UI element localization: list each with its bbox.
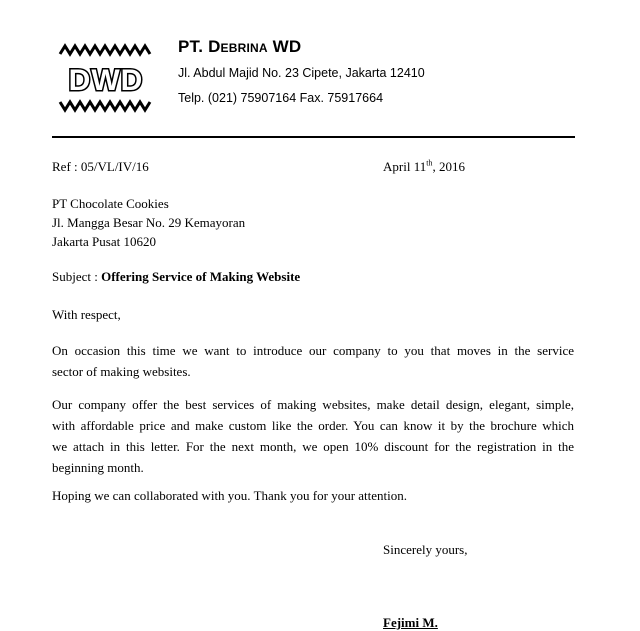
paragraph-line: On occasion this time we want to introduce our company to you that moves in the service — [52, 343, 574, 358]
company-address: Jl. Abdul Majid No. 23 Cipete, Jakarta 12410 — [178, 66, 425, 80]
paragraph-line: Our company offer the best services of making websites, make detail design, elegant, simple, — [52, 397, 574, 412]
date-month-day: April 11 — [383, 159, 427, 174]
closing-line: Hoping we can collaborated with you. Thank you for your attention. — [52, 488, 408, 503]
letterhead-divider — [52, 136, 575, 138]
subject-text: Offering Service of Making Website — [101, 269, 301, 284]
logo-text: DWD — [68, 64, 144, 97]
greeting: With respect, — [52, 307, 121, 322]
signer-name: Fejimi M. — [383, 615, 438, 630]
paragraph-line: we attach in this letter. For the next month, we open 10% discount for the registration in the — [52, 439, 574, 454]
sign-off: Sincerely yours, — [383, 542, 468, 557]
paragraph-line: beginning month. — [52, 460, 144, 475]
paragraph-intro — [52, 340, 574, 382]
paragraph-line: sector of making websites. — [52, 364, 191, 379]
subject-line — [52, 268, 300, 285]
recipient-name: PT Chocolate Cookies — [52, 196, 169, 211]
company-phone: Telp. (021) 75907164 Fax. 75917664 — [178, 91, 384, 105]
paragraph-services — [52, 394, 574, 478]
company-name: PT. Debrina WD — [178, 37, 302, 56]
company-logo — [56, 40, 156, 115]
recipient-city: Jakarta Pusat 10620 — [52, 234, 156, 249]
paragraph-line: with affordable price and make custom like the order. You can know it by the brochure which — [52, 418, 574, 433]
reference-number: Ref : 05/VL/IV/16 — [52, 159, 149, 174]
recipient-street: Jl. Mangga Besar No. 29 Kemayoran — [52, 215, 246, 230]
date-ordinal-suffix: th — [426, 158, 433, 168]
subject-label: Subject : — [52, 269, 102, 284]
date-year: , 2016 — [432, 159, 465, 174]
letter-date — [383, 158, 465, 175]
